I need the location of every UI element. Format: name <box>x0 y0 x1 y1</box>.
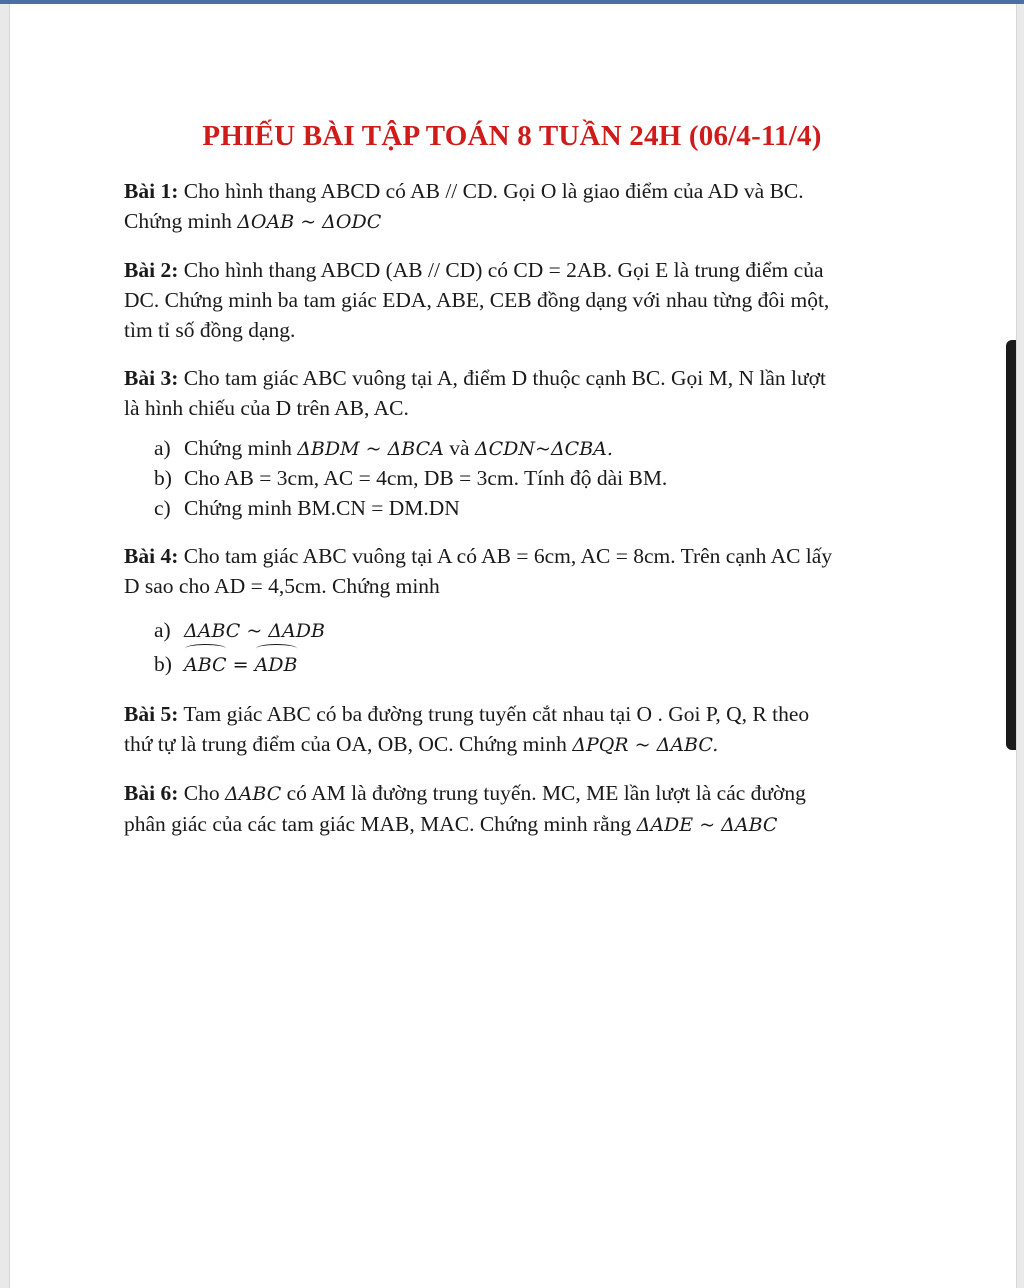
exercise-1-text: Chứng minh <box>124 209 238 233</box>
exercise-3-text: là hình chiếu của D trên AB, AC. <box>124 396 409 420</box>
item-math: ΔBDM ~ ΔBCA <box>297 438 444 460</box>
exercise-1-label: Bài 1: <box>124 179 179 203</box>
exercise-5-text: thứ tự là trung điểm của OA, OB, OC. Chứng minh <box>124 732 573 756</box>
exercise-4-text: Cho tam giác ABC vuông tại A có AB = 6cm, AC = 8cm. Trên cạnh AC lấy <box>178 544 833 568</box>
exercise-3-text: Cho tam giác ABC vuông tại A, điểm D thuộc cạnh BC. Gọi M, N lần lượt <box>178 366 827 390</box>
exercise-4-text: D sao cho AD = 4,5cm. Chứng minh <box>124 574 440 598</box>
angle-abc: ABC <box>184 648 227 680</box>
exercise-4-list <box>154 615 914 681</box>
item-math: ΔCDN~ΔCBA. <box>474 438 613 460</box>
exercise-2-text: DC. Chứng minh ba tam giác EDA, ABE, CEB đồng dạng với nhau từng đôi một, <box>124 288 830 312</box>
exercise-4-label: Bài 4: <box>124 544 179 568</box>
exercise-2-text: Cho hình thang ABCD (AB // CD) có CD = 2AB. Gọi E là trung điểm của <box>178 258 824 282</box>
list-marker: a) <box>154 618 171 642</box>
exercise-2-text: tìm tỉ số đồng dạng. <box>124 318 296 342</box>
exercise-6-text: Cho <box>178 781 225 805</box>
exercise-2 <box>124 255 914 345</box>
exercise-6-text: có AM là đường trung tuyến. MC, ME lần lượt là các đường <box>281 781 806 805</box>
exercise-5-math: ΔPQR ~ ΔABC. <box>572 734 719 756</box>
item-text: Chứng minh BM.CN = DM.DN <box>184 496 460 520</box>
list-marker: b) <box>154 652 172 676</box>
exercise-4 <box>124 541 914 601</box>
list-marker: c) <box>154 496 171 520</box>
exercise-5-text: Tam giác ABC có ba đường trung tuyến cắt nhau tại O . Goi P, Q, R theo <box>178 702 810 726</box>
exercise-6-math: ΔADE ~ ΔABC <box>636 814 778 836</box>
list-item <box>154 463 914 493</box>
scroll-handle[interactable] <box>1006 340 1016 750</box>
item-text: Chứng minh <box>184 436 298 460</box>
exercise-5-label: Bài 5: <box>124 702 179 726</box>
equals-sign: = <box>226 654 255 676</box>
exercise-1-math: ΔOAB ~ ΔODC <box>237 211 382 233</box>
exercise-3-list <box>154 433 914 523</box>
list-item <box>154 433 914 463</box>
exercise-1-text: Cho hình thang ABCD có AB // CD. Gọi O là giao điểm của AD và BC. <box>178 179 804 203</box>
angle-adb: ADB <box>255 648 298 680</box>
page-title: PHIẾU BÀI TẬP TOÁN 8 TUẦN 24H (06/4-11/4) <box>202 120 822 152</box>
list-item <box>154 615 914 648</box>
list-marker: a) <box>154 436 171 460</box>
item-text: Cho AB = 3cm, AC = 4cm, DB = 3cm. Tính độ dài BM. <box>184 466 668 490</box>
list-item <box>154 493 914 523</box>
exercise-5 <box>124 699 914 760</box>
exercise-3-label: Bài 3: <box>124 366 179 390</box>
list-marker: b) <box>154 466 172 490</box>
list-item <box>154 648 914 681</box>
exercise-6-math: ΔABC <box>224 783 282 805</box>
exercise-1 <box>124 176 914 237</box>
exercise-6 <box>124 778 914 840</box>
item-text: và <box>443 436 475 460</box>
exercise-content <box>124 176 914 858</box>
item-math: ΔABC ~ ΔADB <box>184 620 325 642</box>
exercise-6-label: Bài 6: <box>124 781 179 805</box>
exercise-6-text: phân giác của các tam giác MAB, MAC. Chứng minh rằng <box>124 812 637 836</box>
exercise-2-label: Bài 2: <box>124 258 179 282</box>
exercise-3 <box>124 363 914 423</box>
